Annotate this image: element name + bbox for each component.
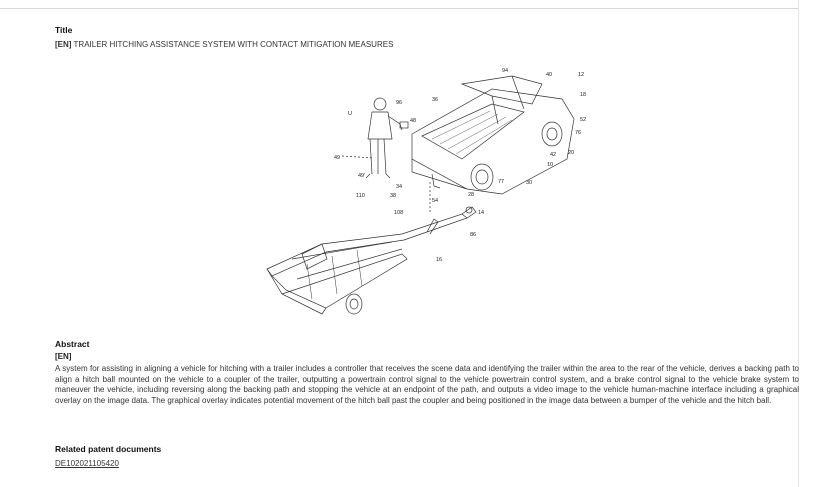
ref-14: 14 [478, 210, 485, 216]
ref-52: 52 [580, 117, 587, 123]
ref-30: 30 [526, 180, 533, 186]
ref-34: 34 [396, 184, 403, 190]
ref-12: 12 [578, 72, 585, 78]
related-documents-label: Related patent documents [55, 444, 162, 454]
person-illustration [366, 98, 408, 178]
ref-49-prime: 49' [358, 173, 366, 179]
ref-28: 28 [468, 192, 475, 198]
top-divider [0, 8, 798, 9]
ref-48: 48 [410, 118, 417, 124]
ref-108: 108 [394, 210, 404, 216]
title-value: TRAILER HITCHING ASSISTANCE SYSTEM WITH CONTACT MITIGATION MEASURES [73, 40, 394, 49]
ref-54: 54 [432, 198, 439, 204]
abstract-text: A system for assisting in aligning a vehicle for hitching with a trailer includes a controller that receives the scene data and identifying the trailer within the area to the rear of the vehicle, derives a backing path to align a hitch ball mounted on the vehicle to a coupler of the trailer, outputting a powertrain control signal to the vehicle powertrain control system, and a brake control signal to the vehicle brake system to maneuver the vehicle, including reversing along the backing path and stopping the vehicle at an endpoint of the path, and outputs a video image to the vehicle human-machine interface including a graphical overlay on the image data. The graphical overlay indicates potential movement of the hitch ball past the coupler and being positioned in the image data between a bumper of the vehicle and the hitch ball. [55, 364, 799, 405]
ref-40: 40 [546, 72, 553, 78]
ref-49: 49 [334, 155, 341, 161]
patent-drawing [262, 64, 592, 326]
ref-18: 18 [580, 92, 587, 98]
ref-38: 38 [390, 193, 397, 199]
ref-u: U [348, 111, 352, 117]
ref-86: 86 [470, 232, 477, 238]
ref-76: 76 [575, 130, 582, 136]
ref-96: 96 [396, 100, 403, 106]
ref-16: 16 [436, 257, 443, 263]
title-lang: [EN] [55, 40, 72, 49]
related-document-link[interactable]: DE102021105420 [55, 459, 119, 468]
title-text [55, 40, 393, 49]
ref-110: 110 [356, 193, 365, 199]
right-divider [798, 0, 799, 487]
abstract-label: Abstract [55, 339, 90, 349]
ref-36: 36 [432, 97, 439, 103]
ref-77: 77 [498, 179, 505, 185]
trailer-illustration [267, 207, 476, 314]
title-label: Title [55, 25, 73, 35]
abstract-lang: [EN] [55, 352, 72, 361]
ref-10: 10 [547, 162, 554, 168]
ref-42: 42 [550, 152, 557, 158]
ref-20: 20 [568, 150, 575, 156]
ref-94: 94 [502, 68, 509, 74]
truck-illustration [412, 76, 574, 194]
